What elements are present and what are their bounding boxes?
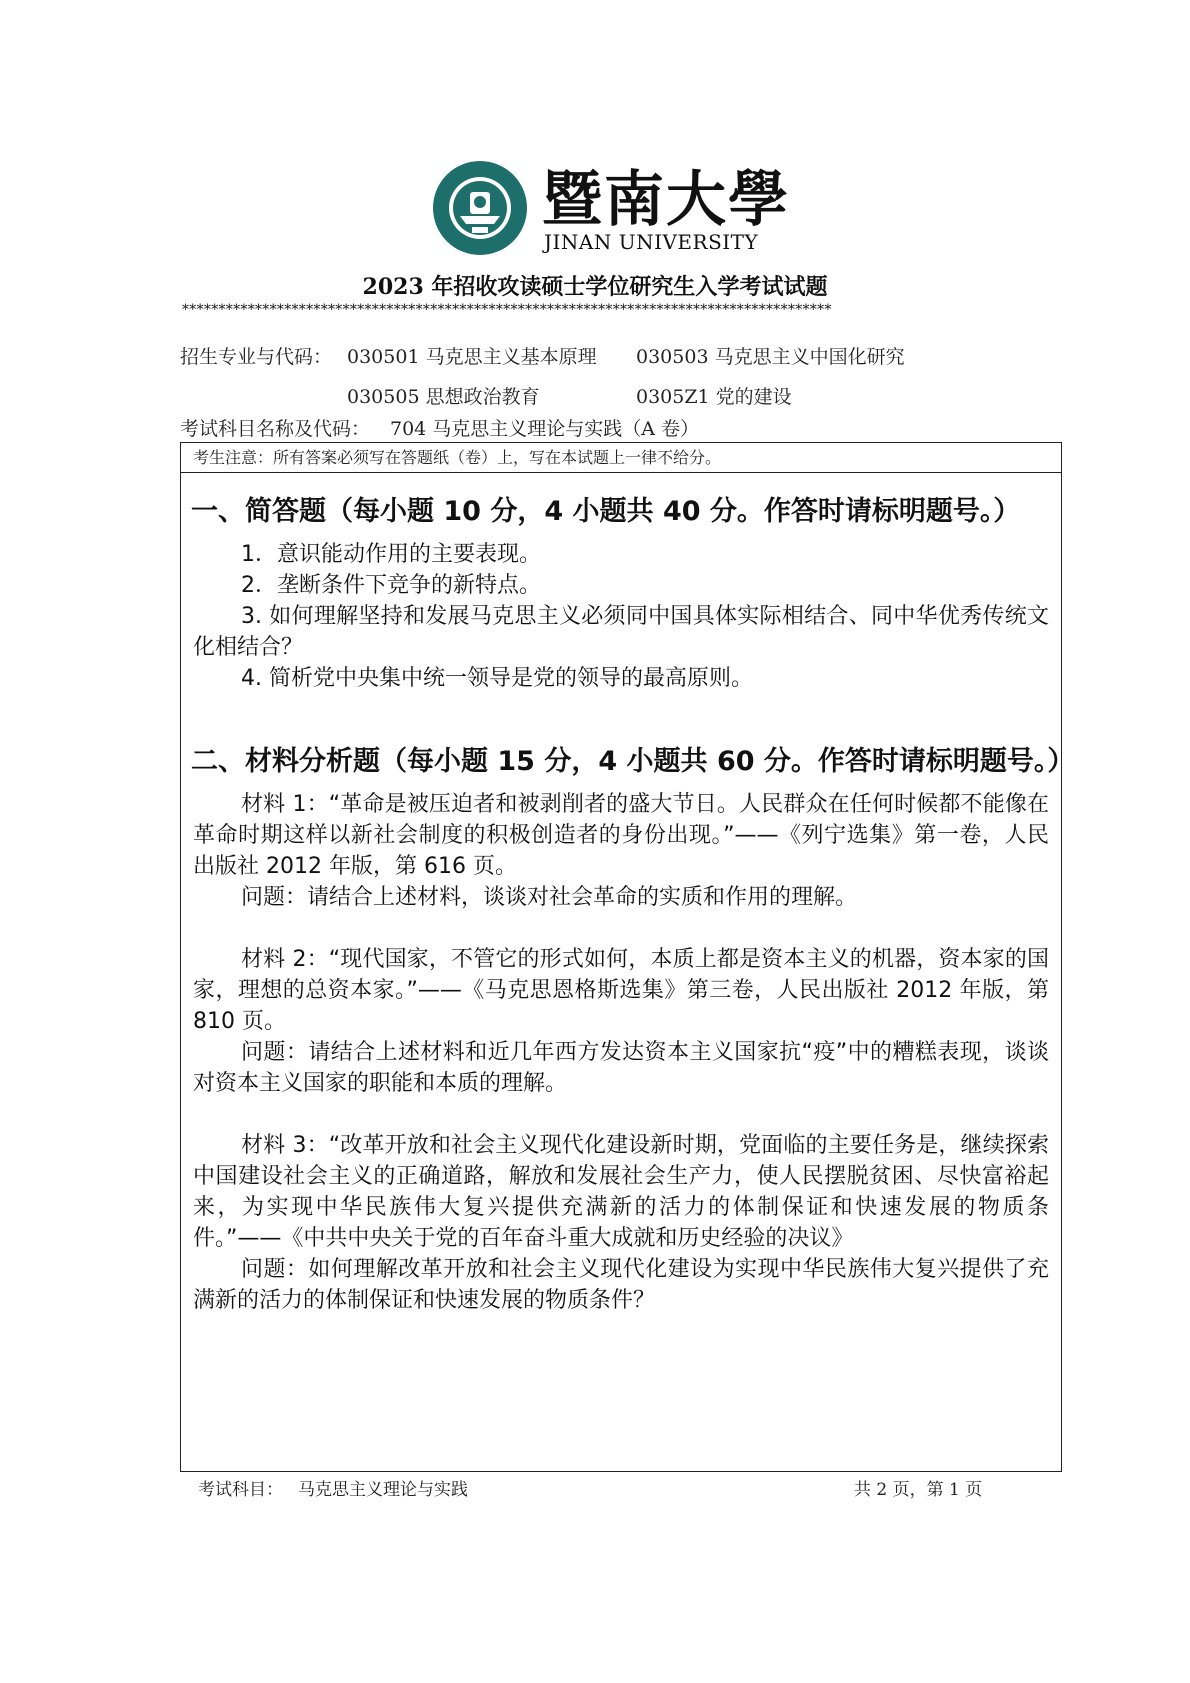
question-item: 3. 如何理解坚持和发展马克思主义必须同中国具体实际相结合、同中华优秀传统文化相结合？ — [193, 604, 1049, 660]
material-text: 材料 2：“现代国家，不管它的形式如何，本质上都是资本主义的机器，资本家的国家，理想的总资本家。”——《马克思恩格斯选集》第三卷，人民出版社 2012 年版，第 810 页。 — [193, 947, 1049, 1034]
major-0305Z1: 0305Z1 党的建设 — [636, 386, 792, 408]
footer-subject-label: 考试科目： — [198, 1480, 283, 1500]
major-030505: 030505 思想政治教育 — [347, 386, 540, 408]
star-divider: ***************************************************************************************** — [182, 302, 832, 318]
exam-notice: 考生注意：所有答案必须写在答题纸（卷）上，写在本试题上一律不给分。 — [181, 443, 1061, 473]
footer-page-number: 共 2 页，第 1 页 — [854, 1480, 983, 1500]
material-text: 材料 3：“改革开放和社会主义现代化建设新时期，党面临的主要任务是，继续探索中国建设社会主义的正确道路，解放和发展社会生产力，使人民摆脱贫困、尽快富裕起来，为实现中华民族伟大复兴提供充满新的活力的体制保证和快速发展的物质条件。”——《中共中央关于党的百年奋斗重大成就和历史经验的决议》 — [193, 1133, 1049, 1251]
footer-subject: 马克思主义理论与实践 — [298, 1480, 468, 1500]
section1-heading: 一、简答题（每小题 10 分，4 小题共 40 分。作答时请标明题号。） — [191, 496, 1021, 527]
university-logo — [430, 158, 790, 258]
material-question: 问题：请结合上述材料，谈谈对社会革命的实质和作用的理解。 — [241, 885, 858, 910]
question-item: 2．垄断条件下竞争的新特点。 — [241, 573, 541, 598]
major-030503: 030503 马克思主义中国化研究 — [636, 346, 905, 368]
question-item: 4. 简析党中央集中统一领导是党的领导的最高原则。 — [241, 666, 753, 691]
exam-question-box — [180, 442, 1075, 1472]
majors-label: 招生专业与代码： — [180, 346, 333, 368]
major-030501: 030501 马克思主义基本原理 — [347, 346, 597, 368]
university-seal-icon — [430, 158, 530, 258]
material-question: 问题：请结合上述材料和近几年西方发达资本主义国家抗“疫”中的糟糕表现，谈谈对资本主义国家的职能和本质的理解。 — [193, 1040, 1049, 1096]
subject-value: 704 马克思主义理论与实践（A 卷） — [390, 418, 700, 440]
subject-label: 考试科目名称及代码： — [180, 418, 371, 440]
section2-heading: 二、材料分析题（每小题 15 分，4 小题共 60 分。作答时请标明题号。） — [191, 746, 1075, 777]
logo-name-en: JINAN UNIVERSITY — [544, 230, 759, 254]
question-item: 1．意识能动作用的主要表现。 — [241, 542, 541, 567]
exam-title: 2023 年招收攻读硕士学位研究生入学考试试题 — [362, 274, 828, 300]
logo-name-cn: 暨南大學 — [542, 165, 790, 235]
material-text: 材料 1：“革命是被压迫者和被剥削者的盛大节日。人民群众在任何时候都不能像在革命时期这样以新社会制度的积极创造者的身份出现。”——《列宁选集》第一卷，人民出版社 2012 年版，第 616 页。 — [193, 792, 1049, 879]
material-question: 问题：如何理解改革开放和社会主义现代化建设为实现中华民族伟大复兴提供了充满新的活力的体制保证和快速发展的物质条件？ — [193, 1257, 1049, 1313]
